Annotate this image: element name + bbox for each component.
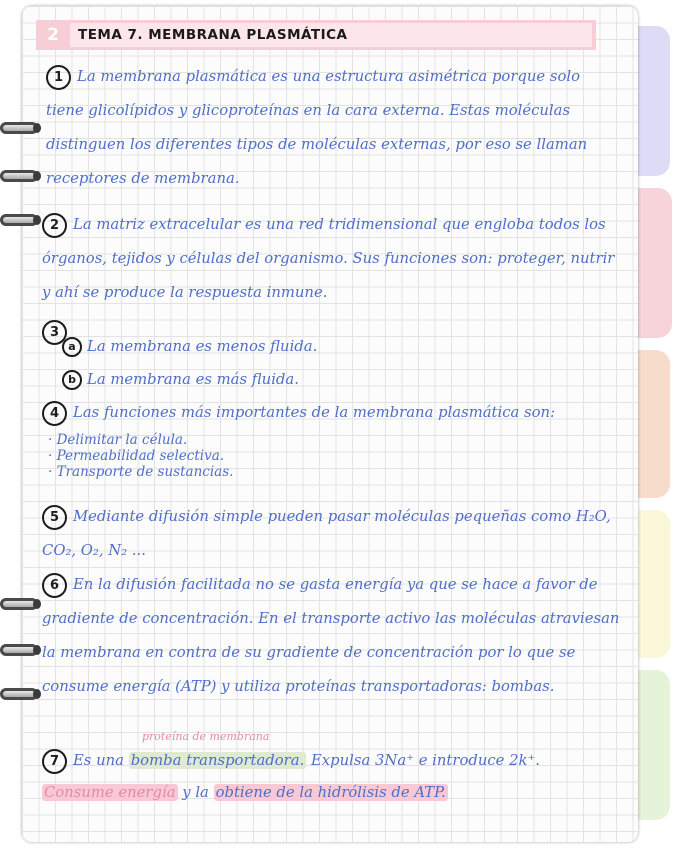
answer-3b (62, 363, 299, 397)
sub-answer-label: a (62, 337, 82, 357)
highlighted-term: obtiene de la hidrólisis de ATP. (215, 784, 446, 801)
answer-number: 4 (42, 401, 67, 426)
list-item: · Transporte de sustancias. (48, 464, 234, 480)
answer-7-continued (42, 776, 620, 810)
answer-text: La membrana plasmática es una estructura asimétrica porque solo tiene glicolípidos y glicoproteínas en la cara externa. Estas moléculas distinguen los diferentes tipos de moléculas externas, por eso se llaman receptores de membrana. (46, 68, 588, 187)
answer-text: Expulsa 3Na⁺ e introduce 2k⁺. (311, 752, 540, 769)
answer-7 (42, 744, 620, 778)
answer-number: 6 (42, 573, 67, 598)
answer-text: La membrana es menos fluida. (87, 338, 318, 355)
page-title: TEMA 7. MEMBRANA PLASMÁTICA (70, 23, 592, 47)
highlighted-term: Consume energía (44, 784, 176, 801)
answer-4 (42, 396, 620, 430)
answer-number: 1 (46, 65, 71, 90)
answer-5 (42, 500, 620, 568)
binder-ring-icon (0, 170, 38, 182)
page-header (36, 20, 596, 50)
sub-answer-label: b (62, 370, 82, 390)
functions-list (48, 432, 233, 480)
list-item: · Delimitar la célula. (48, 432, 188, 448)
answer-text: Mediante difusión simple pueden pasar moléculas pequeñas como H₂O, CO₂, O₂, N₂ ... (42, 508, 611, 559)
binder-ring-icon (0, 214, 38, 226)
answer-1 (46, 60, 620, 196)
answer-2 (42, 208, 620, 310)
highlighted-term: bomba transportadora. (130, 752, 305, 769)
margin-annotation: proteína de membrana (142, 730, 270, 743)
answer-text: La membrana es más fluida. (87, 371, 299, 388)
answer-number: 5 (42, 505, 67, 530)
answer-text: y la (182, 784, 209, 801)
chapter-number: 2 (47, 25, 59, 45)
answer-6 (42, 568, 620, 704)
answer-text: La matriz extracelular es una red tridimensional que engloba todos los órganos, tejidos y células del organismo. Sus funciones son: proteger, nutrir y ahí se produce la respuesta inmune. (42, 216, 615, 301)
answer-text: Las funciones más importantes de la membrana plasmática son: (73, 404, 556, 421)
answer-number: 3 (42, 320, 67, 345)
answer-3a (62, 330, 317, 364)
answer-text: En la difusión facilitada no se gasta energía ya que se hace a favor de gradiente de concentración. En el transporte activo las moléculas atraviesan la membrana en contra de su gradiente de concentración por lo que se consume energía (ATP) y utiliza proteínas transportadoras: bombas. (42, 576, 620, 695)
answer-number: 7 (42, 749, 67, 774)
answer-number: 2 (42, 213, 67, 238)
binder-ring-icon (0, 688, 38, 700)
binder-ring-icon (0, 122, 38, 134)
binder-ring-icon (0, 598, 38, 610)
list-item: · Permeabilidad selectiva. (48, 448, 225, 464)
answer-text: Es una (73, 752, 124, 769)
binder-ring-icon (0, 644, 38, 656)
